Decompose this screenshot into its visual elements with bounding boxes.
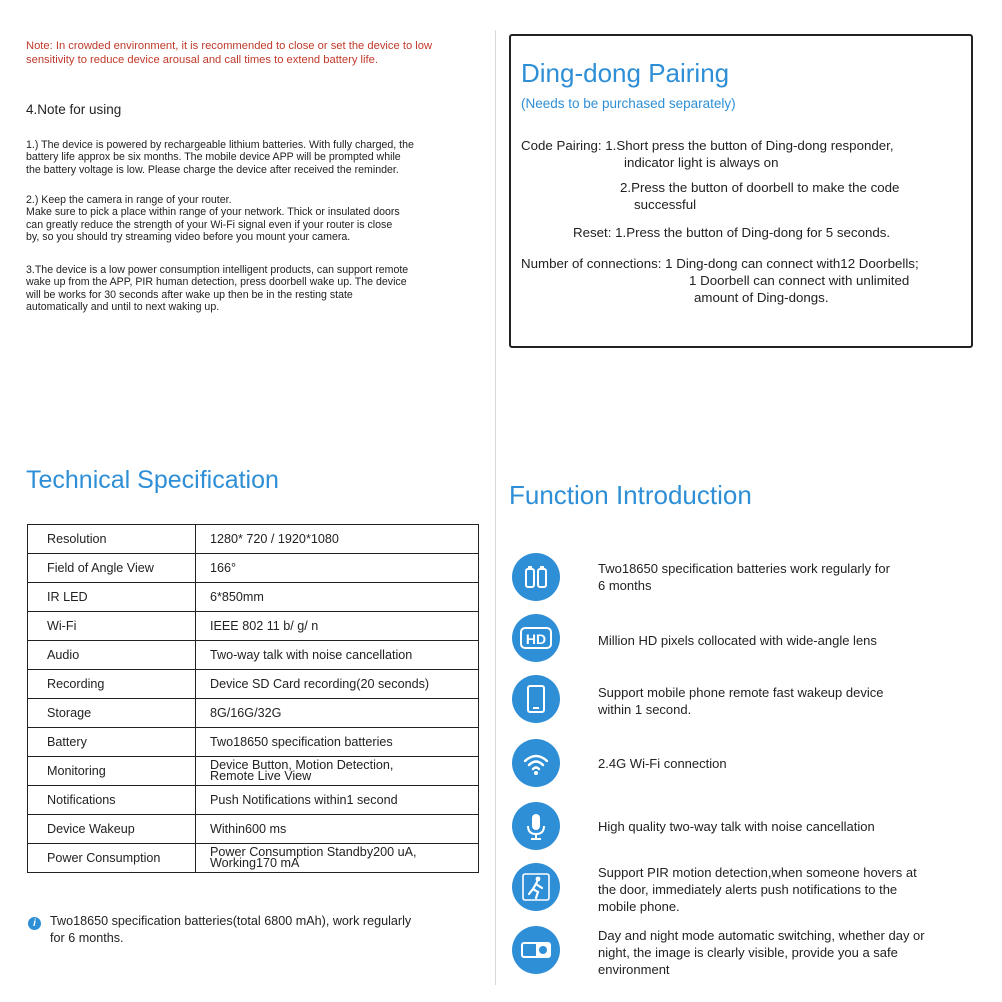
function-item-pir — [598, 864, 988, 915]
spec-value — [196, 815, 479, 844]
function-line: the door, immediately alerts push notifications to the — [598, 882, 898, 897]
function-line: mobile phone. — [598, 899, 680, 914]
para-line: 1.) The device is powered by rechargeable lithium batteries. With fully charged, the — [26, 139, 414, 151]
spec-label: Notifications — [28, 786, 196, 815]
spec-table — [27, 524, 479, 873]
function-item-wifi — [598, 755, 988, 772]
spec-value-line: Remote Live View — [210, 769, 312, 783]
day-night-icon — [512, 926, 560, 974]
spec-value-line: Push Notifications within1 second — [210, 792, 398, 807]
spec-value — [196, 699, 479, 728]
function-item-hd — [598, 632, 988, 649]
spec-row — [28, 728, 479, 757]
function-line: Day and night mode automatic switching, whether day or — [598, 928, 925, 943]
function-line: within 1 second. — [598, 702, 692, 717]
function-line: Support PIR motion detection,when someone hovers at — [598, 865, 917, 880]
reset-line: Reset: 1.Press the button of Ding-dong for 5 seconds. — [573, 225, 891, 240]
spec-row — [28, 612, 479, 641]
svg-text:HD: HD — [525, 631, 547, 647]
function-line: 6 months — [598, 578, 652, 593]
spec-label: Audio — [28, 641, 196, 670]
function-item-batteries — [598, 560, 988, 594]
info-icon: i — [28, 917, 41, 930]
para-line: Make sure to pick a place within range of your network. Thick or insulated doors — [26, 206, 400, 219]
code-pairing-line: Code Pairing: 1.Short press the button of Ding-dong responder, — [521, 138, 894, 153]
function-line: night, the image is clearly visible, provide you a safe — [598, 945, 898, 960]
para-line: will be works for 30 seconds after wake up then be in the resting state — [26, 288, 353, 301]
spec-row — [28, 844, 479, 873]
spec-value-line: Working170 mA — [210, 856, 300, 870]
spec-value — [196, 641, 479, 670]
footnote-line: Two18650 specification batteries(total 6800 mAh), work regularly — [50, 914, 412, 928]
function-item-two-way-talk — [598, 818, 988, 835]
spec-row — [28, 786, 479, 815]
spec-label: Recording — [28, 670, 196, 699]
spec-row — [28, 525, 479, 554]
spec-value-line: Device SD Card recording(20 seconds) — [210, 676, 430, 691]
note-line: sensitivity to reduce device arousal and call times to extend battery life. — [26, 54, 378, 66]
note-paragraph-2 — [26, 194, 496, 244]
spec-value — [196, 786, 479, 815]
spec-label: Resolution — [28, 525, 196, 554]
note-paragraph-1 — [26, 139, 496, 176]
ding-dong-title: Ding-dong Pairing — [521, 58, 730, 88]
spec-value — [196, 583, 479, 612]
spec-row — [28, 641, 479, 670]
para-line: can greatly reduce the strength of your Wi-Fi signal even if your router is close — [26, 218, 393, 231]
code-pairing-line: indicator light is always on — [624, 155, 779, 170]
spec-value-line: 8G/16G/32G — [210, 705, 282, 720]
spec-value — [196, 844, 479, 873]
low-sensitivity-note — [26, 39, 496, 67]
spec-value-line: 166° — [210, 560, 237, 575]
function-line: 2.4G Wi-Fi connection — [598, 756, 727, 771]
spec-label: IR LED — [28, 583, 196, 612]
technical-specification-title: Technical Specification — [26, 466, 279, 494]
spec-row — [28, 670, 479, 699]
ding-dong-subtitle: (Needs to be purchased separately) — [521, 96, 736, 111]
hd-icon — [512, 614, 560, 662]
spec-value-line: Two-way talk with noise cancellation — [210, 647, 413, 662]
para-line: automatically and until to next waking up. — [26, 301, 220, 314]
connections-line: amount of Ding-dongs. — [694, 290, 829, 305]
spec-value-line: Two18650 specification batteries — [210, 734, 393, 749]
function-item-day-night — [598, 927, 988, 978]
footnote-line: for 6 months. — [50, 931, 124, 945]
spec-label: Power Consumption — [28, 844, 196, 873]
spec-value — [196, 554, 479, 583]
spec-value — [196, 670, 479, 699]
phone-icon — [512, 675, 560, 723]
spec-value — [196, 728, 479, 757]
wifi-icon — [512, 739, 560, 787]
spec-value-line: 1280* 720 / 1920*1080 — [210, 531, 339, 546]
para-line: battery life approx be six months. The mobile device APP will be prompted while — [26, 151, 401, 164]
para-line: wake up from the APP, PIR human detection, press doorbell wake up. The device — [26, 276, 407, 289]
spec-label: Wi-Fi — [28, 612, 196, 641]
spec-value-line: IEEE 802 11 b/ g/ n — [210, 618, 319, 633]
para-line: by, so you should try streaming video before you mount your camera. — [26, 231, 351, 244]
code-pairing-line: 2.Press the button of doorbell to make the code — [620, 180, 900, 195]
code-pairing-line: successful — [634, 197, 697, 212]
function-line: Two18650 specification batteries work regularly for — [598, 561, 890, 576]
spec-value — [196, 612, 479, 641]
spec-label: Field of Angle View — [28, 554, 196, 583]
spec-value-line: Device Button, Motion Detection, — [210, 758, 394, 772]
para-line: 2.) Keep the camera in range of your router. — [26, 194, 232, 206]
battery-footnote — [50, 913, 490, 947]
para-line: the battery voltage is low. Please charge the device after received the reminder. — [26, 163, 399, 176]
connections-line: 1 Doorbell can connect with unlimited — [689, 273, 910, 288]
spec-row — [28, 757, 479, 786]
note-line: Note: In crowded environment, it is recommended to close or set the device to low — [26, 40, 433, 52]
spec-value-line: Within600 ms — [210, 821, 287, 836]
function-line: environment — [598, 962, 670, 977]
section-heading: 4.Note for using — [26, 102, 122, 117]
function-line: Support mobile phone remote fast wakeup device — [598, 685, 884, 700]
spec-label: Storage — [28, 699, 196, 728]
spec-row — [28, 583, 479, 612]
spec-row — [28, 554, 479, 583]
spec-value — [196, 525, 479, 554]
function-item-wakeup — [598, 684, 988, 718]
spec-value-line: Power Consumption Standby200 uA, — [210, 845, 417, 859]
spec-label: Device Wakeup — [28, 815, 196, 844]
spec-value-line: 6*850mm — [210, 589, 264, 604]
spec-row — [28, 815, 479, 844]
motion-icon — [512, 863, 560, 911]
battery-icon — [512, 553, 560, 601]
spec-label: Monitoring — [28, 757, 196, 786]
function-line: High quality two-way talk with noise cancellation — [598, 819, 875, 834]
spec-value — [196, 757, 479, 786]
connections-line: Number of connections: 1 Ding-dong can connect with12 Doorbells; — [521, 256, 919, 271]
para-line: 3.The device is a low power consumption intelligent products, can support remote — [26, 264, 409, 276]
note-paragraph-3 — [26, 264, 496, 314]
function-introduction-title: Function Introduction — [509, 480, 752, 510]
microphone-icon — [512, 802, 560, 850]
spec-row — [28, 699, 479, 728]
spec-label: Battery — [28, 728, 196, 757]
function-line: Million HD pixels collocated with wide-angle lens — [598, 633, 877, 648]
